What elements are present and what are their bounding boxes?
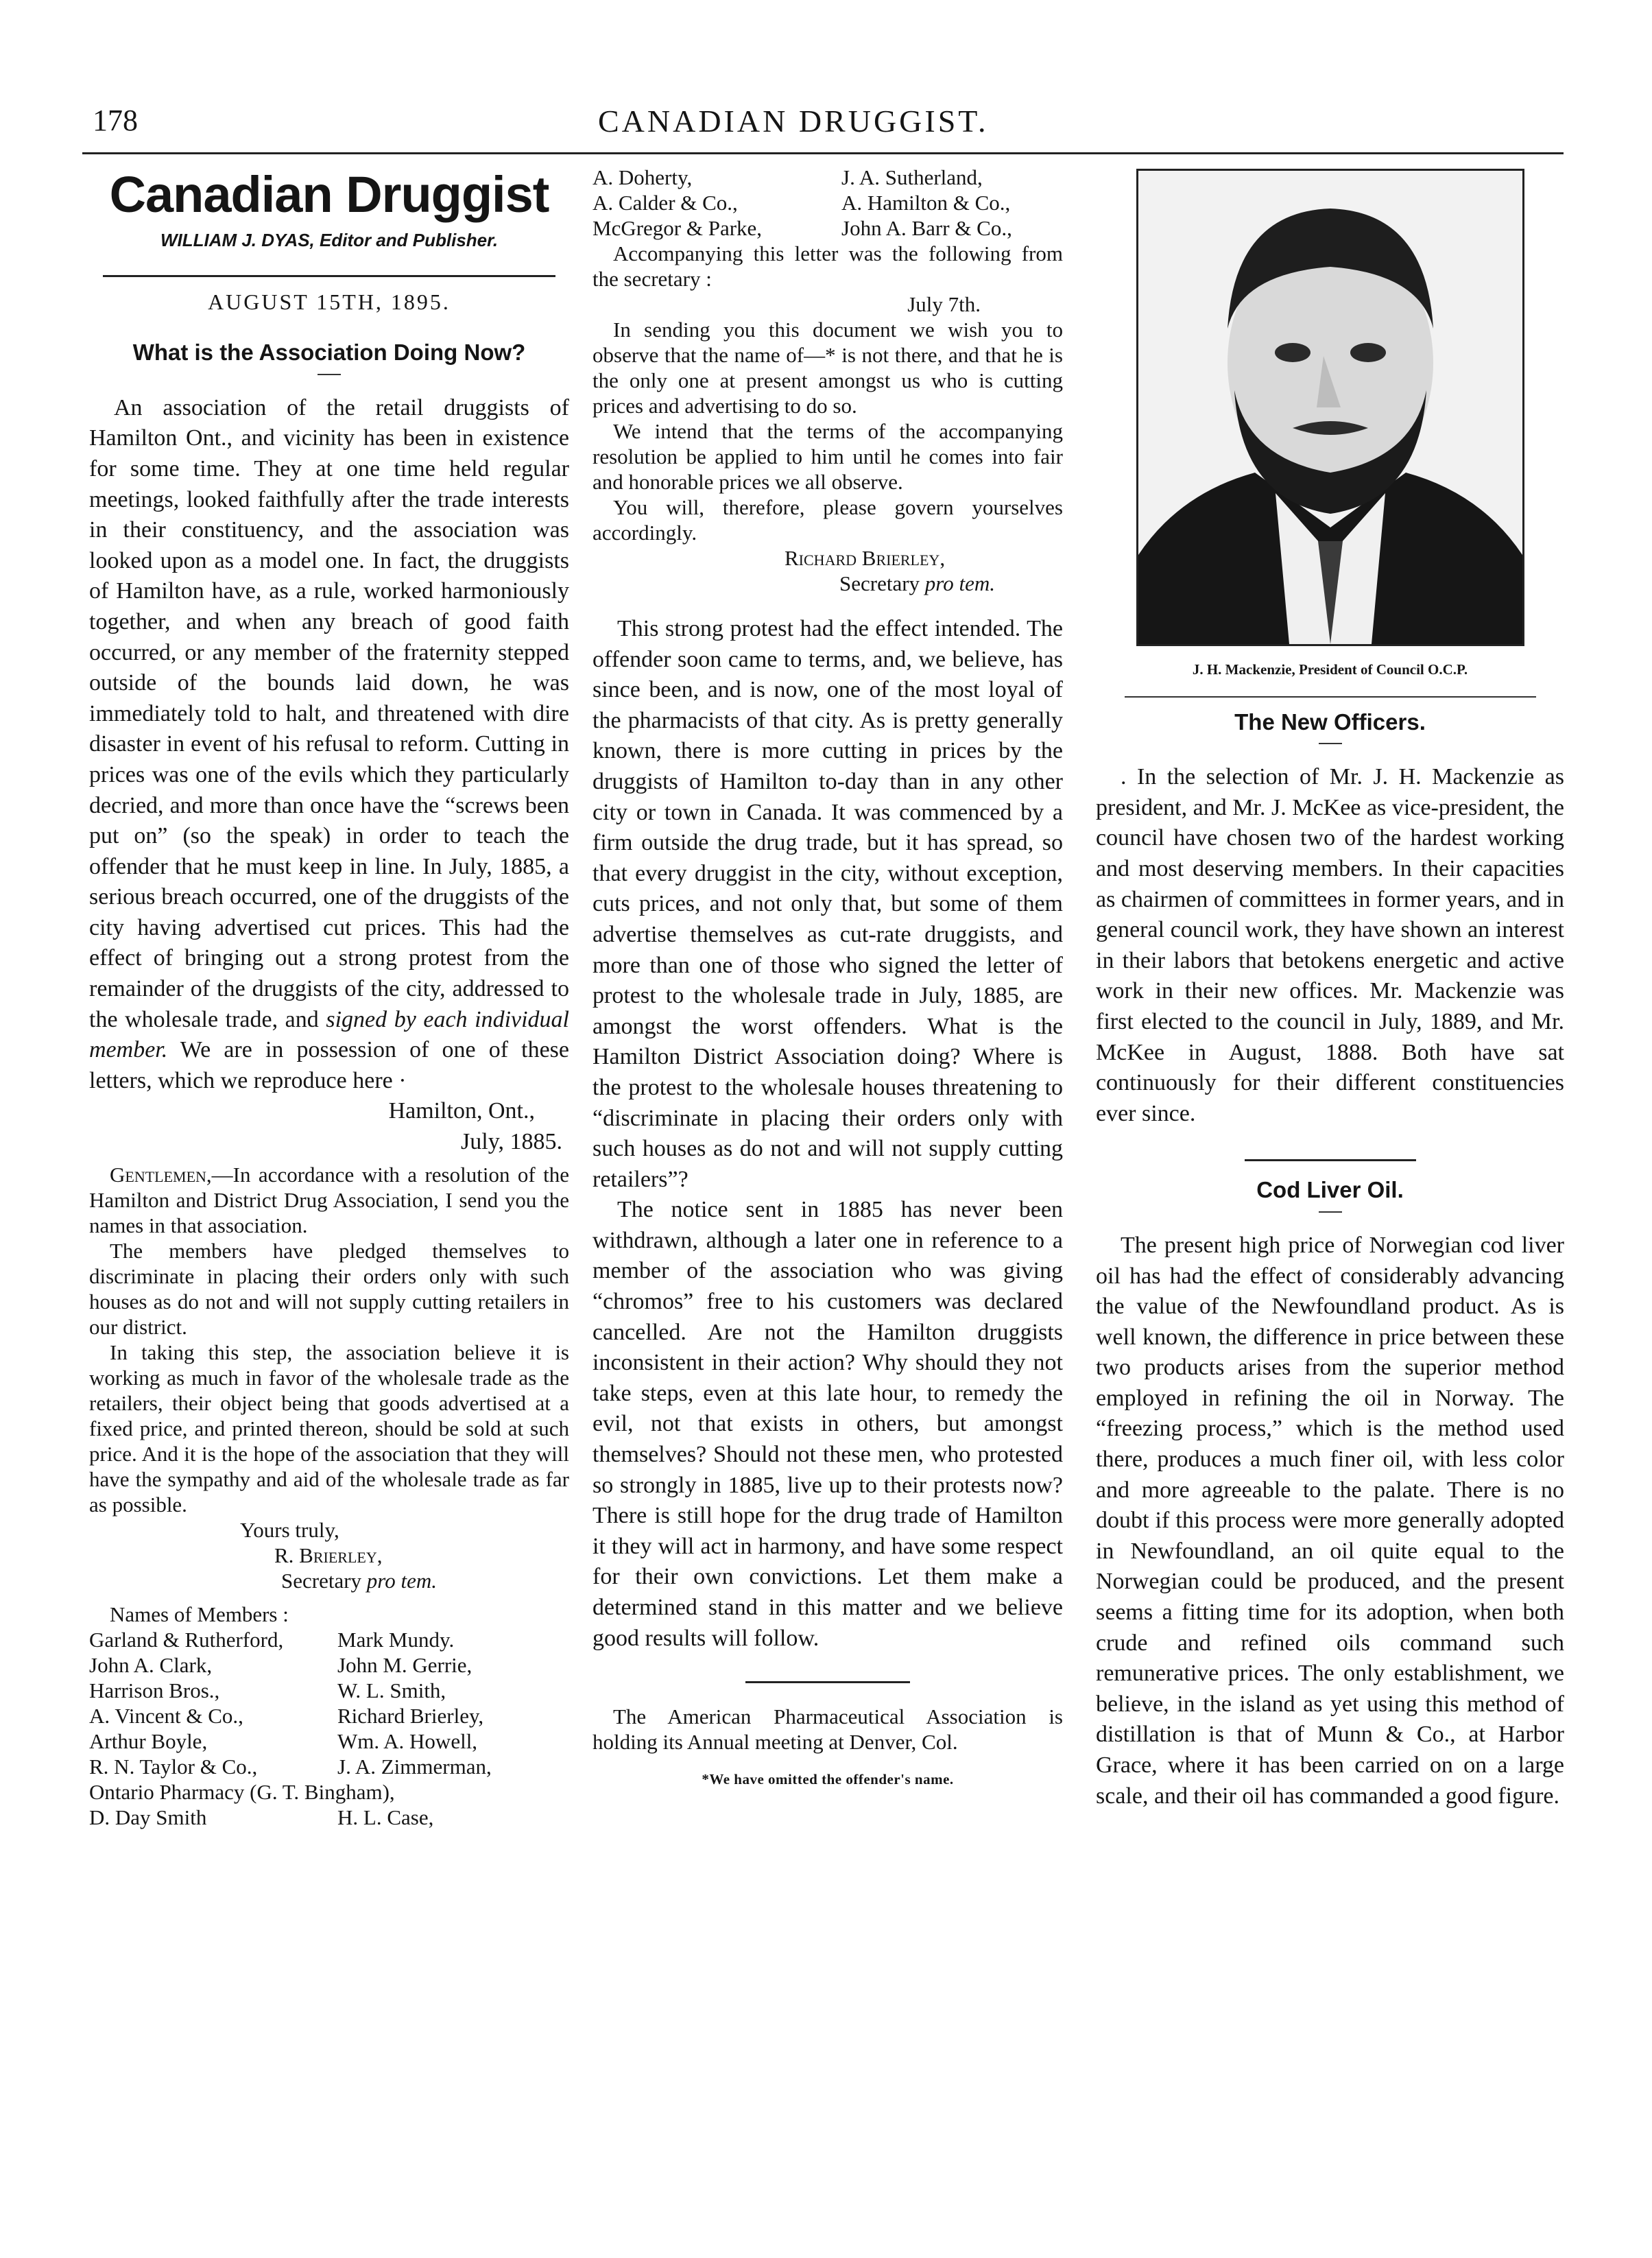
- masthead-editor: WILLIAM J. DYAS, Editor and Publisher.: [160, 230, 499, 250]
- article-paragraph: . In the selection of Mr. J. H. Mackenzie as president, and Mr. J. McKee as vice-president, the council have chosen two of the hardest working and most deserving members. In their capacities as chairmen of committees in former years, and in general council work, they have shown an interest in their labors that betokens energetic and active work in their new offices. Mr. Mackenzie was first elected to the council in July, 1889, and Mr. McKee in August, 1888. Both have sat continuously for their different constituencies ever since.: [1096, 764, 1564, 1126]
- accompanying-text: Accompanying this letter was the following from the secretary :: [592, 241, 1063, 291]
- column-3: [1096, 165, 1564, 1811]
- members-heading: Names of Members :: [110, 1602, 289, 1626]
- running-title: CANADIAN DRUGGIST.: [598, 104, 989, 139]
- member-name: D. Day Smith: [89, 1805, 207, 1829]
- section-separator: [745, 1681, 910, 1683]
- member-name: A. Vincent & Co.,: [89, 1703, 243, 1728]
- letter-salutation: Gentlemen,: [110, 1162, 212, 1187]
- portrait-illustration: [1138, 171, 1522, 644]
- header-rule: [82, 152, 1564, 154]
- secretary-note: [592, 241, 1063, 596]
- heading-dash: [318, 374, 341, 375]
- members-list-end: [89, 1805, 569, 1830]
- note-signer-title: Secretary pro tem.: [839, 571, 995, 595]
- issue-date: AUGUST 15TH, 1895.: [208, 289, 451, 314]
- member-name: H. L. Case,: [337, 1805, 434, 1829]
- note-paragraph: In sending you this document we wish you to observe that the name of—* is not there, and that he is the only one at present amongst us who is cutting prices and advertising to do so.: [592, 318, 1063, 418]
- article-heading-cod-liver-oil: Cod Liver Oil.: [1256, 1177, 1404, 1203]
- caption-rule: [1125, 696, 1536, 698]
- article-paragraph: The notice sent in 1885 has never been withdrawn, although a later one in reference to a member of the association who was giving “chromos” free to his customers was declared cancelled. Are not the Hamilton druggists inconsistent in their action? Why should they not take steps, even at this late hour, to remedy the evil, not that exists in others, but amongst themselves? Should not these men, who protested so strongly in 1885, live up to their protests now? There is still hope for the drug trade of Hamilton it they will act in harmony, and have some respect for their own convictions. Let them make a determined stand in this matter and we believe good results will follow.: [592, 1197, 1063, 1651]
- letter-signer: R. Brierley,: [274, 1543, 383, 1567]
- member-name: R. N. Taylor & Co.,: [89, 1754, 258, 1779]
- footnote: *We have omitted the offender's name.: [702, 1771, 954, 1788]
- column-2: [592, 165, 1063, 1795]
- article-paragraph: The present high price of Norwegian cod liver oil has had the effect of considerably advancing the value of the Newfoundland product. As is well known, the difference in price between these two products arises from the superior method employed in refining the oil in Norway. The “freezing process,” which is the method used there, produces a much finer oil, with less color and more agreeable to the palate. There is no doubt if this process were more generally adopted in Newfoundland, an oil quite equal to the Norwegian could be produced, and the present seems a fitting time for its adoption, when both crude and refined oils command such remunerative prices. The only establishment, we believe, in the island as yet using this method of distillation is that of Munn & Co., at Harbor Grace, where it has been carried on on a large scale, and their oil has commanded a good figure.: [1096, 1232, 1564, 1809]
- article-heading-new-officers: The New Officers.: [1234, 709, 1426, 735]
- member-name: John A. Clark,: [89, 1652, 213, 1677]
- article-paragraph: An association of the retail druggists of Hamilton Ont., and vicinity has been in existence for some time. They at one time held regular meetings, looked faithfully after the trade interests in their constituency, and the association was looked upon as a model one. In fact, the druggists of Hamilton have, as a rule, worked harmoniously together, and when any breach of good faith occurred, or any member of the fraternity stepped outside of the bounds laid down, he was immediately told to halt, and threatened with dire disaster in event of his refusal to reform. Cutting in prices was one of the evils which they particularly decried, and more than once have the “screws been put on” (so the speak) in order to teach the offender that he must keep in line. In July, 1885, a serious breach occurred, one of the druggists of the city having advertised cut prices. This had the effect of bringing out a strong protest from the remainder of the druggists of the city, addressed to the wholesale trade, and signed by each individual member. We are in possession of one of these letters, which we reproduce here ·: [89, 394, 569, 1093]
- letter-place: Hamilton, Ont.,: [388, 1098, 535, 1124]
- heading-dash: [1319, 1211, 1342, 1213]
- member-name: John A. Barr & Co.,: [841, 216, 1012, 240]
- note-paragraph: We intend that the terms of the accompanying resolution be applied to him until he comes into fair and honorable prices we all observe.: [592, 419, 1063, 494]
- member-name: Mark Mundy.: [337, 1627, 455, 1652]
- member-name: Wm. A. Howell,: [337, 1728, 478, 1753]
- note-date: July 7th.: [907, 292, 981, 316]
- member-name: McGregor & Parke,: [592, 216, 763, 240]
- masthead-title: Canadian Druggist: [109, 166, 549, 223]
- member-name: Richard Brierley,: [337, 1703, 484, 1728]
- member-name: J. A. Sutherland,: [841, 165, 983, 189]
- members-list-continued: [592, 165, 1063, 241]
- letter-date: July, 1885.: [461, 1129, 562, 1155]
- masthead-rule: [103, 275, 555, 277]
- page-number: 178: [93, 104, 138, 137]
- note-signer: Richard Brierley,: [785, 546, 946, 570]
- section-separator: [1245, 1159, 1416, 1161]
- member-name: Harrison Bros.,: [89, 1678, 220, 1702]
- member-name: A. Hamilton & Co.,: [841, 191, 1011, 215]
- member-name: A. Calder & Co.,: [592, 191, 738, 215]
- member-name-wide: Ontario Pharmacy (G. T. Bingham),: [89, 1779, 395, 1804]
- notice-block: [592, 1704, 1063, 1755]
- letter-signer-title: Secretary pro tem.: [281, 1568, 437, 1593]
- heading-dash: [1319, 743, 1342, 744]
- letter-paragraph: The members have pledged themselves to discriminate in placing their orders only with such houses as do not and will not supply cutting retailers in our district.: [89, 1238, 569, 1339]
- member-name: John M. Gerrie,: [337, 1652, 472, 1677]
- member-name: Garland & Rutherford,: [89, 1627, 284, 1652]
- portrait-photo: [1136, 169, 1524, 646]
- member-name: W. L. Smith,: [337, 1678, 446, 1702]
- article-heading-association: What is the Association Doing Now?: [132, 340, 526, 366]
- members-list: [89, 1627, 569, 1779]
- member-name: Arthur Boyle,: [89, 1728, 208, 1753]
- note-paragraph: You will, therefore, please govern yourselves accordingly.: [592, 495, 1063, 545]
- portrait-caption: J. H. Mackenzie, President of Council O.C.P.: [1192, 661, 1468, 678]
- letter-body: Gentlemen,—In accordance with a resolution of the Hamilton and District Drug Association, I send you the names in that association. The members have pledged themselves to discriminate in placing their orders only with such houses as do not and will not supply cutting retailers in our district. In taking this step, the association believe it is working as much in favor of the wholesale trade as the retailers, their object being that goods advertised at a fixed price, and printed thereon, should be sold at such price. And it is the hope of the association that they will have the sympathy and aid of the wholesale trade as far as possible. Yours truly, R. Brierley, Secretary pro tem. Names of Members :: [89, 1162, 569, 1626]
- column-1: [89, 165, 569, 1830]
- article-paragraph: This strong protest had the effect intended. The offender soon came to terms, and, we believe, has since been, and is now, one of the most loyal of the pharmacists of that city. As is pretty generally known, there is more cutting in prices by the druggists of Hamilton to-day than in any other city or town in Canada. It was commenced by a firm outside the drug trade, but it has spread, so that every druggist in the city, without exception, cuts prices, and not only that, but some of them advertise themselves as cut-rate druggists, and more than one of those who signed the letter of protest to the wholesale trade in July, 1885, are amongst the worst offenders. What is the Hamilton District Association doing? Where is the protest to the wholesale houses threatening to “discriminate in placing their orders only with such houses as do not and will not supply cutting retailers”?: [592, 616, 1063, 1192]
- member-name: A. Doherty,: [592, 165, 693, 189]
- member-name: J. A. Zimmerman,: [337, 1754, 492, 1779]
- letter-paragraph: In taking this step, the association believe it is working as much in favor of the wholesale trade as the retailers, their object being that goods advertised at a fixed price, and printed thereon, should be sold at such price. And it is the hope of the association that they will have the sympathy and aid of the wholesale trade as far as possible.: [89, 1340, 569, 1517]
- notice-text: The American Pharmaceutical Association is holding its Annual meeting at Denver, Col.: [592, 1704, 1063, 1755]
- letter-closing: Yours truly,: [240, 1517, 339, 1542]
